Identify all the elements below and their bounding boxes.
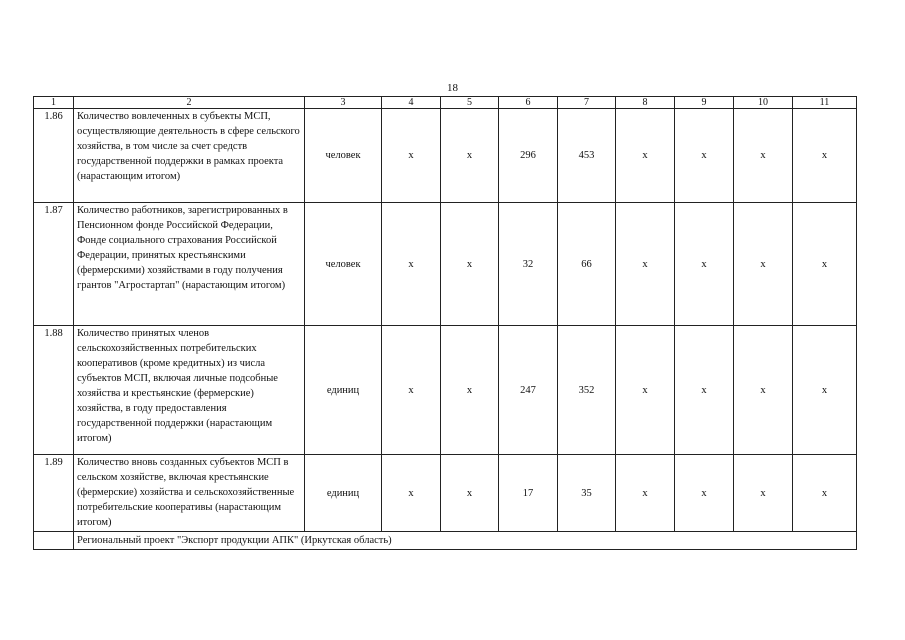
indicator-description: Количество вовлеченных в субъекты МСП, осуществляющие деятельность в сфере сельского хозяйства, в том числе за счет средств государственной поддержки в рамках проекта (нарастающим итогом) [74,109,305,203]
table-row [34,455,857,532]
value-cell: х [616,203,675,326]
column-header: 5 [441,97,499,109]
value-cell: х [675,326,734,455]
column-header: 8 [616,97,675,109]
value-cell: х [793,326,857,455]
value-cell: х [382,455,441,532]
unit-cell: человек [305,203,382,326]
value-cell: х [441,203,499,326]
column-header: 9 [675,97,734,109]
value-cell: х [616,109,675,203]
column-header: 2 [74,97,305,109]
value-cell: х [734,455,793,532]
column-header: 10 [734,97,793,109]
value-cell: х [616,455,675,532]
value-cell: х [675,455,734,532]
value-cell: х [675,203,734,326]
table-row [34,326,857,455]
table-row [34,109,857,203]
indicator-description: Количество работников, зарегистрированных в Пенсионном фонде Российской Федерации, Фонде социального страхования Российской Федерации, принятых крестьянскими (фермерскими) хозяйствами в году получения грантов "Агростартап" (нарастающим итогом) [74,203,305,326]
value-cell: х [675,109,734,203]
unit-cell: единиц [305,326,382,455]
row-number: 1.89 [34,455,74,532]
section-title: Региональный проект "Экспорт продукции АПК" (Иркутская область) [74,532,857,550]
column-header: 4 [382,97,441,109]
indicators-table [33,96,857,550]
row-number: 1.86 [34,109,74,203]
value-cell: х [734,109,793,203]
section-number-cell [34,532,74,550]
column-header: 1 [34,97,74,109]
value-cell: 352 [558,326,616,455]
value-cell: 66 [558,203,616,326]
unit-cell: единиц [305,455,382,532]
column-header: 3 [305,97,382,109]
value-cell: х [734,326,793,455]
indicator-description: Количество принятых членов сельскохозяйственных потребительских кооперативов (кроме кредитных) из числа субъектов МСП, включая личные подсобные хозяйства и крестьянские (фермерские) хозяйства, в году предоставления государственной поддержки (нарастающим итогом) [74,326,305,455]
column-header: 7 [558,97,616,109]
value-cell: х [441,109,499,203]
value-cell: х [441,326,499,455]
value-cell: х [793,109,857,203]
value-cell: х [382,109,441,203]
value-cell: х [616,326,675,455]
value-cell: х [793,455,857,532]
value-cell: х [441,455,499,532]
value-cell: х [382,203,441,326]
value-cell: 32 [499,203,558,326]
table-row [34,203,857,326]
page-number: 18 [447,82,458,94]
column-header: 11 [793,97,857,109]
value-cell: х [793,203,857,326]
indicator-description: Количество вновь созданных субъектов МСП в сельском хозяйстве, включая крестьянские (фермерские) хозяйства и сельскохозяйственные потребительские кооперативы (нарастающим итогом) [74,455,305,532]
value-cell: 296 [499,109,558,203]
row-number: 1.88 [34,326,74,455]
value-cell: 453 [558,109,616,203]
row-number: 1.87 [34,203,74,326]
column-number-header [34,97,857,109]
value-cell: 35 [558,455,616,532]
unit-cell: человек [305,109,382,203]
value-cell: 17 [499,455,558,532]
value-cell: 247 [499,326,558,455]
value-cell: х [382,326,441,455]
column-header: 6 [499,97,558,109]
section-row [34,532,857,550]
value-cell: х [734,203,793,326]
